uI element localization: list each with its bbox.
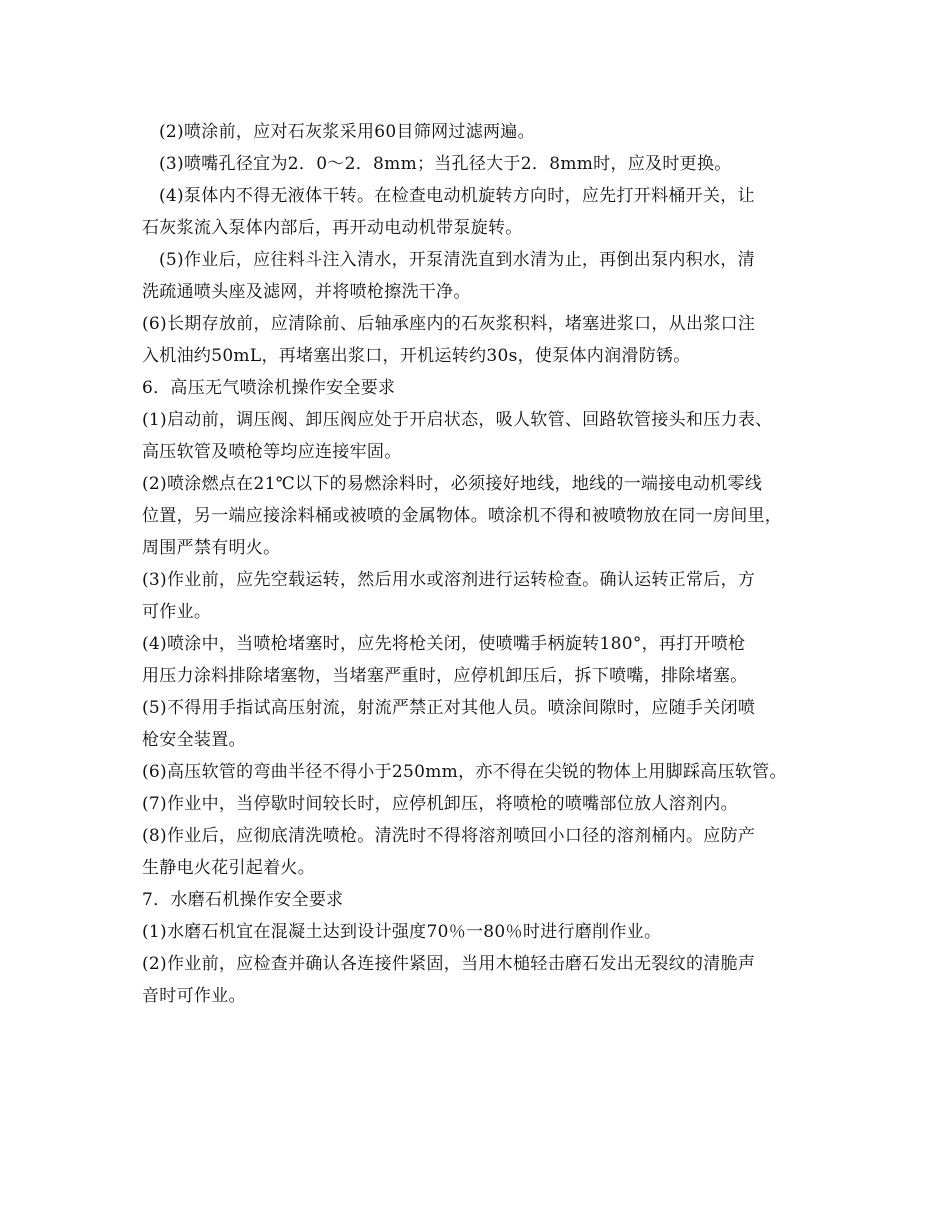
paragraph-line: 位置，另一端应接涂料桶或被喷的金属物体。喷涂机不得和被喷物放在同一房间里， xyxy=(142,506,783,526)
document-body xyxy=(142,116,822,1012)
paragraph-line: (3)喷嘴孔径宜为2．0～2．8mm；当孔径大于2．8mm时，应及时更换。 xyxy=(159,154,732,174)
paragraph-line: 石灰浆流入泵体内部后，再开动电动机带泵旋转。 xyxy=(142,218,523,238)
paragraph-line: (6)高压软管的弯曲半径不得小于250mm，亦不得在尖锐的物体上用脚踩高压软管。 xyxy=(142,762,787,782)
paragraph-line: (4)泵体内不得无液体干转。在检查电动机旋转方向时，应先打开料桶开关，让 xyxy=(159,186,755,206)
paragraph-line: 枪安全装置。 xyxy=(142,730,246,750)
paragraph-line: 可作业。 xyxy=(142,602,212,622)
paragraph-line: (3)作业前，应先空载运转，然后用水或溶剂进行运转检查。确认运转正常后，方 xyxy=(142,570,756,590)
paragraph-line: 周围严禁有明火。 xyxy=(142,538,281,558)
paragraph-line: (4)喷涂中，当喷枪堵塞时，应先将枪关闭，使喷嘴手柄旋转180°，再打开喷枪 xyxy=(142,634,746,654)
paragraph-line: (8)作业后，应彻底清洗喷枪。清洗时不得将溶剂喷回小口径的溶剂桶内。应防产 xyxy=(142,826,756,846)
paragraph-line: (2)喷涂前，应对石灰浆采用60目筛网过滤两遍。 xyxy=(159,122,535,142)
paragraph-line: (5)不得用手指试高压射流，射流严禁正对其他人员。喷涂间隙时，应随手关闭喷 xyxy=(142,698,756,718)
paragraph-line: 音时可作业。 xyxy=(142,986,246,1006)
section-heading: 7．水磨石机操作安全要求 xyxy=(142,890,344,910)
paragraph-line: (2)作业前，应检查并确认各连接件紧固，当用木槌轻击磨石发出无裂纹的清脆声 xyxy=(142,954,756,974)
paragraph-line: 生静电火花引起着火。 xyxy=(142,858,315,878)
paragraph-line: (2)喷涂燃点在21℃以下的易燃涂料时，必须接好地线，地线的一端接电动机零线 xyxy=(142,474,763,494)
paragraph-line: (7)作业中，当停歇时间较长时，应停机卸压，将喷枪的喷嘴部位放人溶剂内。 xyxy=(142,794,738,814)
paragraph-line: 用压力涂料排除堵塞物，当堵塞严重时，应停机卸压后，拆下喷嘴，排除堵塞。 xyxy=(142,666,748,686)
paragraph-line: 高压软管及喷枪等均应连接牢固。 xyxy=(142,442,402,462)
paragraph-line: (1)启动前，调压阀、卸压阀应处于开启状态，吸人软管、回路软管接头和压力表、 xyxy=(142,410,773,430)
paragraph-line: (5)作业后，应往料斗注入清水，开泵清洗直到水清为止，再倒出泵内积水，清 xyxy=(159,250,755,270)
paragraph-line: 洗疏通喷头座及滤网，并将喷枪擦洗干净。 xyxy=(142,282,471,302)
paragraph-line: (6)长期存放前，应清除前、后轴承座内的石灰浆积料，堵塞进浆口，从出浆口注 xyxy=(142,314,756,334)
paragraph-line: 入机油约50mL，再堵塞出浆口，开机运转约30s，使泵体内润滑防锈。 xyxy=(142,346,691,366)
paragraph-line: (1)水磨石机宜在混凝土达到设计强度70％一80％时进行磨削作业。 xyxy=(142,922,662,942)
section-heading: 6．高压无气喷涂机操作安全要求 xyxy=(142,378,396,398)
